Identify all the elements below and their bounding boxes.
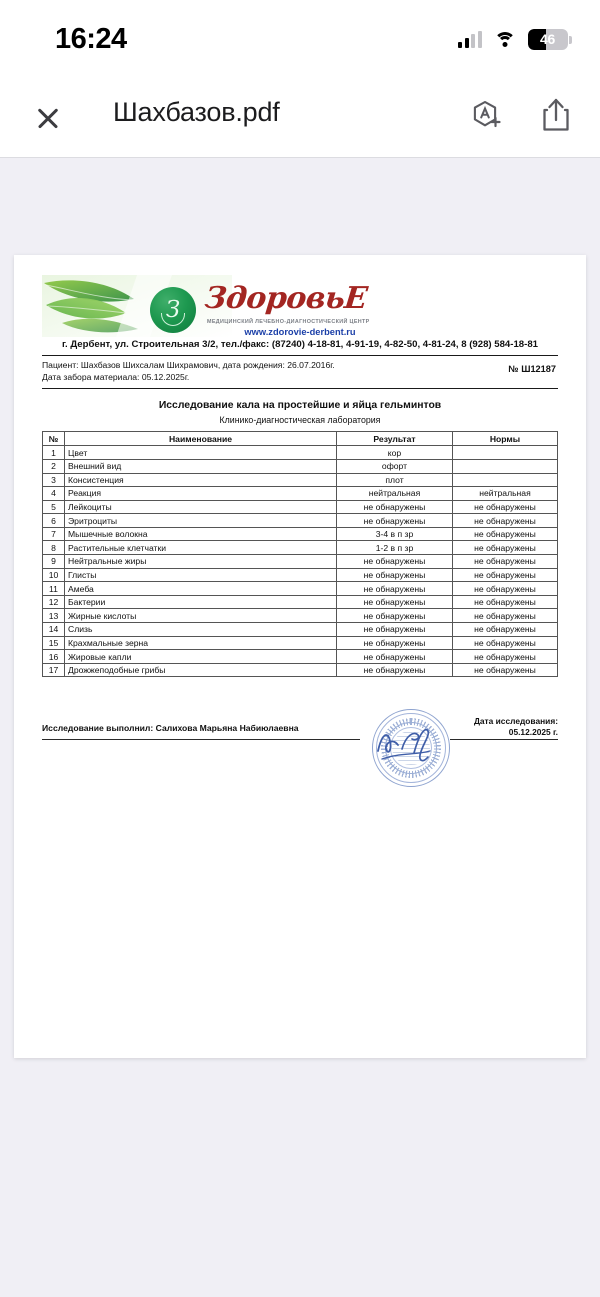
cell-result: 3-4 в п зр — [337, 527, 453, 541]
cell-name: Цвет — [65, 446, 337, 460]
cell-result: не обнаружены — [337, 500, 453, 514]
battery-tip — [569, 36, 572, 44]
cell-norm: не обнаружены — [453, 555, 558, 569]
table-row — [43, 636, 558, 650]
cell-name: Дрожжеподобные грибы — [65, 663, 337, 677]
pdf-scroll-area[interactable] — [0, 159, 600, 1297]
results-table-body — [43, 446, 558, 677]
cell-number: 17 — [43, 663, 65, 677]
sample-date-line: Дата забора материала: 05.12.2025г. — [42, 372, 190, 383]
cell-number: 1 — [43, 446, 65, 460]
study-date-value: 05.12.2025 г. — [508, 727, 558, 738]
table-row — [43, 650, 558, 664]
logo-letter: З — [165, 297, 181, 323]
status-bar-indicators — [458, 29, 572, 50]
cell-result: не обнаружены — [337, 609, 453, 623]
cell-name: Амеба — [65, 582, 337, 596]
cell-result: не обнаружены — [337, 582, 453, 596]
cell-norm: не обнаружены — [453, 527, 558, 541]
battery-percent-label: 46 — [540, 31, 555, 47]
cell-number: 7 — [43, 527, 65, 541]
cell-number: 16 — [43, 650, 65, 664]
cell-name: Крахмальные зерна — [65, 636, 337, 650]
cell-norm — [453, 446, 558, 460]
cell-result: не обнаружены — [337, 555, 453, 569]
table-row — [43, 663, 558, 677]
cell-name: Жировые капли — [65, 650, 337, 664]
pdf-page — [14, 255, 586, 1058]
cellular-bars-icon — [458, 32, 482, 48]
table-header-row — [43, 431, 558, 446]
cell-norm: не обнаружены — [453, 568, 558, 582]
cell-number: 8 — [43, 541, 65, 555]
cell-norm: не обнаружены — [453, 595, 558, 609]
table-row — [43, 595, 558, 609]
cell-norm — [453, 459, 558, 473]
cell-norm: не обнаружены — [453, 663, 558, 677]
cell-norm: не обнаружены — [453, 636, 558, 650]
cell-number: 13 — [43, 609, 65, 623]
cell-name: Реакция — [65, 487, 337, 501]
table-row — [43, 487, 558, 501]
record-number: № Ш12187 — [508, 364, 556, 374]
study-date-label: Дата исследования: — [473, 716, 558, 727]
cell-result: не обнаружены — [337, 650, 453, 664]
cell-result: не обнаружены — [337, 636, 453, 650]
table-row — [43, 527, 558, 541]
cell-result: не обнаружены — [337, 595, 453, 609]
patient-name-line: Пациент: Шахбазов Шихсалам Шихрамович, дата рождения: 26.07.2016г. — [42, 360, 335, 370]
cell-norm — [453, 473, 558, 487]
clinic-brand-subtitle: МЕДИЦИНСКИЙ ЛЕЧЕБНО-ДИАГНОСТИЧЕСКИЙ ЦЕНТР — [207, 319, 370, 325]
add-markup-icon[interactable] — [468, 96, 504, 138]
cell-norm: не обнаружены — [453, 514, 558, 528]
share-icon[interactable] — [540, 96, 576, 138]
cell-result: не обнаружены — [337, 514, 453, 528]
table-row — [43, 514, 558, 528]
cell-result: офорт — [337, 459, 453, 473]
cell-result: не обнаружены — [337, 663, 453, 677]
cell-norm: не обнаружены — [453, 500, 558, 514]
handwritten-signature — [372, 709, 450, 787]
cell-number: 12 — [43, 595, 65, 609]
study-date-block — [450, 716, 558, 738]
cell-norm: не обнаружены — [453, 623, 558, 637]
navigation-bar — [0, 78, 600, 158]
cell-number: 6 — [43, 514, 65, 528]
report-footer — [42, 703, 558, 803]
cell-name: Мышечные волокна — [65, 527, 337, 541]
cell-name: Слизь — [65, 623, 337, 637]
clinic-brand-name: ЗдоровьЕ — [203, 281, 369, 316]
cell-name: Растительные клетчатки — [65, 541, 337, 555]
cell-number: 9 — [43, 555, 65, 569]
clinic-letterhead — [42, 275, 558, 353]
cell-name: Нейтральные жиры — [65, 555, 337, 569]
cell-number: 10 — [43, 568, 65, 582]
cell-name: Глисты — [65, 568, 337, 582]
nav-actions — [468, 96, 576, 138]
status-bar — [0, 0, 600, 78]
cell-result: не обнаружены — [337, 623, 453, 637]
clinic-website: www.zdorovie-derbent.ru — [244, 327, 356, 337]
cell-name: Эритроциты — [65, 514, 337, 528]
report-subtitle: Клинико-диагностическая лаборатория — [219, 414, 381, 425]
table-row — [43, 500, 558, 514]
cell-name: Бактерии — [65, 595, 337, 609]
table-row — [43, 446, 558, 460]
signature-line — [42, 739, 360, 740]
cell-result: не обнаружены — [337, 568, 453, 582]
close-icon[interactable] — [28, 98, 68, 138]
status-bar-clock: 16:24 — [55, 23, 127, 55]
cell-norm: не обнаружены — [453, 582, 558, 596]
clinic-address: г. Дербент, ул. Строительная 3/2, тел./факс: (87240) 4-18-81, 4-91-19, 4-82-50, 4-81-24, 8 (928) 584-18-81 — [61, 339, 539, 350]
cell-number: 4 — [43, 487, 65, 501]
wifi-icon — [494, 32, 516, 48]
patient-info-block — [42, 356, 558, 389]
table-row — [43, 623, 558, 637]
official-round-stamp — [372, 709, 450, 787]
cell-number: 11 — [43, 582, 65, 596]
cell-number: 2 — [43, 459, 65, 473]
cell-name: Жирные кислоты — [65, 609, 337, 623]
cell-number: 15 — [43, 636, 65, 650]
cell-norm: не обнаружены — [453, 541, 558, 555]
cell-result: 1-2 в п зр — [337, 541, 453, 555]
cell-name: Внешний вид — [65, 459, 337, 473]
table-row — [43, 459, 558, 473]
document-title: Шахбазов.pdf — [113, 97, 280, 127]
cell-number: 14 — [43, 623, 65, 637]
cell-result: кор — [337, 446, 453, 460]
header-number: № — [43, 431, 65, 446]
performed-by-label: Исследование выполнил: Салихова Марьяна Набиюлаевна — [42, 723, 299, 734]
header-name: Наименование — [65, 431, 337, 446]
cell-norm: не обнаружены — [453, 650, 558, 664]
cell-norm: не обнаружены — [453, 609, 558, 623]
table-row — [43, 582, 558, 596]
table-row — [43, 541, 558, 555]
results-table — [42, 431, 558, 678]
table-row — [43, 609, 558, 623]
battery-icon — [528, 29, 573, 50]
table-row — [43, 568, 558, 582]
report-title: Исследование кала на простейшие и яйца гельминтов — [158, 399, 442, 411]
cell-name: Консистенция — [65, 473, 337, 487]
cell-number: 3 — [43, 473, 65, 487]
cell-result: нейтральная — [337, 487, 453, 501]
table-row — [43, 473, 558, 487]
date-underline — [450, 739, 558, 740]
cell-result: плот — [337, 473, 453, 487]
header-result: Результат — [337, 431, 453, 446]
cell-name: Лейкоциты — [65, 500, 337, 514]
header-norm: Нормы — [453, 431, 558, 446]
table-row — [43, 555, 558, 569]
cell-number: 5 — [43, 500, 65, 514]
cell-norm: нейтральная — [453, 487, 558, 501]
